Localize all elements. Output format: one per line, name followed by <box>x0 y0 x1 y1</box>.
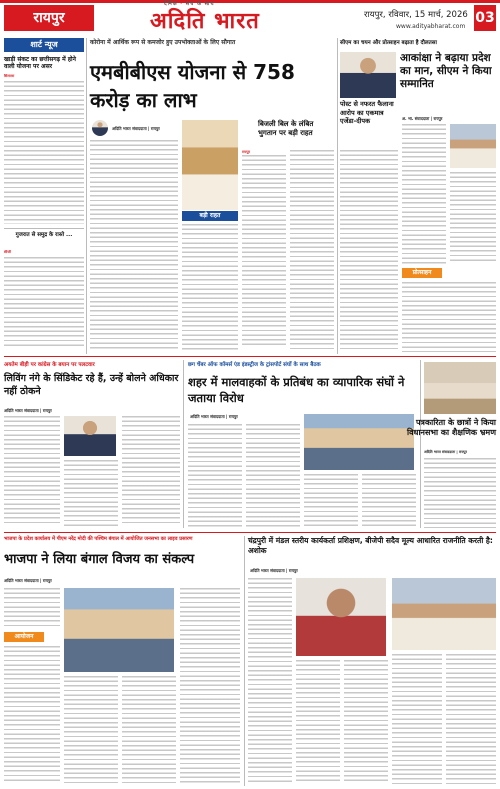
text-lines <box>182 224 238 350</box>
lead-strap: कोरोना में आर्थिक रूप से कमजोर हुए उपभोक्ताओं के लिए सौगात <box>90 39 236 46</box>
lead-caption-kicker: रायपुर <box>242 150 250 154</box>
masthead <box>0 3 500 35</box>
byline-avatar <box>92 120 108 136</box>
text-lines <box>402 282 496 352</box>
text-lines <box>344 660 388 784</box>
lead-byline: अदिति भारत संवाददाता | रायपुर <box>112 126 160 131</box>
story5-strap: भाजपा के प्रदेश कार्यालय में पीएम नरेंद्र मोदी की पश्चिम बंगाल में आयोजित जनसभा का लाइव प्रसारण <box>4 536 193 542</box>
story5-body-col-4 <box>180 588 240 784</box>
lead-headline: एमबीबीएस योजना से 758 करोड़ का लाभ <box>90 60 295 112</box>
short-news-kicker-2: सीजी <box>4 250 11 254</box>
story3-body-col-2 <box>246 424 300 528</box>
story6-body-col-5 <box>446 654 496 784</box>
text-lines <box>290 150 334 350</box>
story5-box-label: आयोजन <box>4 632 44 642</box>
dateline: रायपुर, रविवार, 15 मार्च, 2026 <box>364 10 468 20</box>
text-lines <box>340 150 398 350</box>
right-side-head: पोस्ट से नफरत फैलाना आरोप का एकमात्र एजेंडा-दीपक <box>340 100 394 125</box>
text-lines <box>450 172 496 264</box>
lead-badge: बड़ी राहत <box>182 211 238 221</box>
story5-headline: भाजपा ने लिया बंगाल विजय का संकल्प <box>4 552 195 567</box>
story4-body <box>424 458 496 528</box>
right-body-col-3 <box>402 282 496 352</box>
short-news-kicker-1: सिलतरा <box>4 74 15 78</box>
text-lines <box>4 81 84 224</box>
lead-body-col-4 <box>290 150 334 350</box>
right-body-col-2 <box>450 172 496 264</box>
text-lines <box>4 257 84 349</box>
story3-body-col-4 <box>362 474 416 528</box>
portrait-photo <box>340 52 396 98</box>
text-lines <box>4 416 60 526</box>
short-news-head-1: खाड़ी संकट का छत्तीसगढ़ में होने वाली योजना पर असर <box>4 56 76 70</box>
text-lines <box>304 474 358 528</box>
lead-photo <box>182 120 238 210</box>
text-lines <box>296 660 340 784</box>
page-number: 03 <box>474 5 496 31</box>
short-news-head-2: गुजरात से समुद्र के रास्ते ... <box>15 232 73 238</box>
website-url[interactable]: www.adityabharat.com <box>396 23 466 30</box>
text-lines <box>4 646 60 784</box>
story3-body-col-1 <box>188 424 242 528</box>
lead-body-col-3 <box>242 150 286 350</box>
short-news-label: शार्ट न्यूज <box>4 38 84 52</box>
story2-body-col-2 <box>64 460 118 526</box>
story6-body-col-1 <box>248 578 292 784</box>
story2-headline: लिविंग नंगे के सिंडिकेट रहे हैं, उन्हें बोलने अधिकार नहीं ठोकने <box>4 373 179 397</box>
story5-body-col-1b <box>4 646 60 784</box>
story4-byline: अदिति भारत संवाददाता | रायपुर <box>424 450 467 454</box>
text-lines <box>4 588 60 628</box>
story6-photo <box>296 578 386 656</box>
text-lines <box>122 676 176 784</box>
story6-byline: अदिति भारत संवाददाता | रायपुर <box>250 568 298 573</box>
text-lines <box>246 424 300 528</box>
text-lines <box>90 140 178 350</box>
column-rule <box>337 38 338 354</box>
story6-photo-2 <box>392 578 496 650</box>
text-lines <box>446 654 496 784</box>
lead-caption: बिजली बिल के लंबित भुगतान पर बड़ी राहत <box>258 120 314 137</box>
story2-body-col-1 <box>4 416 60 526</box>
column-rule <box>183 360 184 528</box>
story3-headline: शहर में मालवाहकों के प्रतिबंध का व्यापारिक संघों ने जताया विरोध <box>188 375 405 405</box>
story3-byline: अदिति भारत संवाददाता | रायपुर <box>190 414 238 419</box>
story3-body-col-3 <box>304 474 358 528</box>
divider <box>4 228 84 229</box>
logo-tagline: दैनिक · सच के साथ <box>164 1 215 7</box>
right-photo <box>450 124 496 168</box>
right-side-body <box>340 150 398 350</box>
story5-body-col-2 <box>64 676 118 784</box>
text-lines <box>188 424 242 528</box>
section-divider <box>4 532 496 533</box>
story4-photo <box>424 362 496 414</box>
text-lines <box>242 155 286 345</box>
text-lines <box>248 578 292 784</box>
text-lines <box>392 654 442 784</box>
text-lines <box>424 458 496 528</box>
story2-photo <box>64 416 116 456</box>
right-headline: आकांक्षा ने बढ़ाया प्रदेश का मान, सीएम ने किया सम्मानित <box>400 52 492 90</box>
column-rule <box>86 38 87 354</box>
text-lines <box>64 676 118 784</box>
story5-body-col-3 <box>122 676 176 784</box>
text-lines <box>180 588 240 784</box>
column-rule <box>244 536 245 786</box>
right-byline: अ. भा. संवाददाता | रायपुर <box>402 116 443 121</box>
promo-label: प्रोत्साहन <box>402 268 442 278</box>
story3-strap: छग चेंबर ऑफ कॉमर्स एंड इंडस्ट्रीज के ट्रांसपोर्ट संघों के साथ बैठक <box>188 362 321 368</box>
story4-headline: पत्रकारिता के छात्रों ने किया विधानसभा का शैक्षणिक भ्रमण <box>407 418 496 437</box>
story2-body-col-3 <box>122 416 180 526</box>
story2-byline: अदिति भारत संवाददाता | रायपुर <box>4 408 52 413</box>
story6-body-col-2 <box>296 660 340 784</box>
story5-body-col-1 <box>4 588 60 628</box>
story6-body-col-3 <box>344 660 388 784</box>
text-lines <box>362 474 416 528</box>
story5-photo <box>64 588 174 672</box>
text-lines <box>64 460 118 526</box>
story6-body-col-4 <box>392 654 442 784</box>
story5-byline: अदिति भारत संवाददाता | रायपुर <box>4 578 52 583</box>
logo-text: अदिति भारत <box>150 8 260 34</box>
section-divider <box>4 356 496 357</box>
right-strap: सीएम का चयन और प्रोत्साहन बढ़ाता है दौलतसा <box>340 40 437 46</box>
short-news-body-2 <box>4 250 84 350</box>
story6-headline: चंद्रपुरी में मंडल स्तरीय कार्यकर्ता प्रशिक्षण, बीजेपी सदैव मूल्य आधारित राजनीति करती है: अशोक <box>248 536 493 555</box>
newspaper-logo[interactable] <box>150 1 260 35</box>
story2-strap: अयतेम बीड़ी पर कांग्रेस के बयान पर पलटवार <box>4 362 95 368</box>
text-lines <box>402 124 446 264</box>
text-lines <box>122 416 180 526</box>
lead-body-col-2 <box>182 224 238 350</box>
short-news-body-1 <box>4 74 84 224</box>
lead-body-col-1 <box>90 140 178 350</box>
right-body-col-1 <box>402 124 446 264</box>
city-tag: रायपुर <box>4 5 94 31</box>
